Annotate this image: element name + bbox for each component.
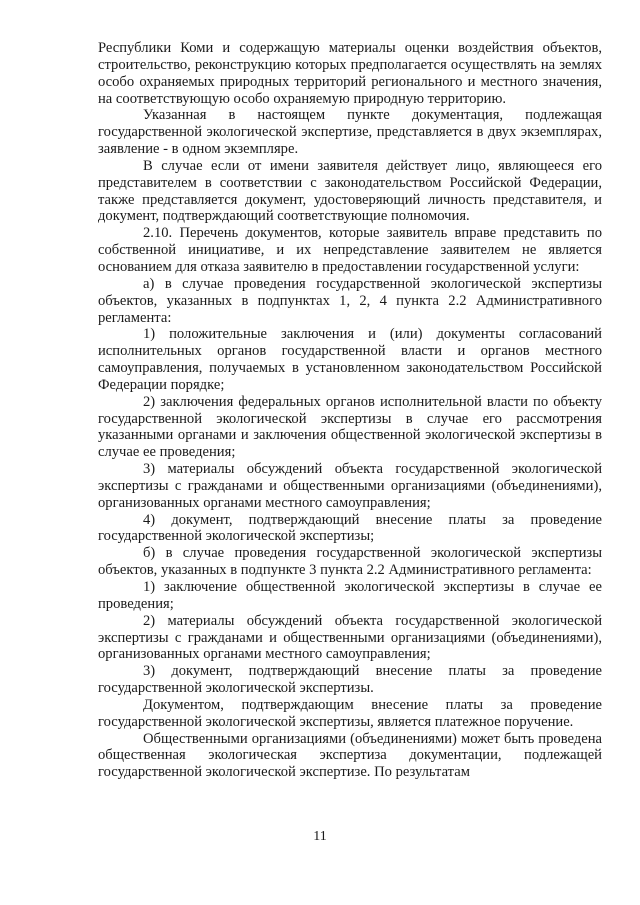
paragraph-12: 2) материалы обсуждений объекта государственной экологической экспертизы с гражданами и общественными организациями (объединениями), организованных органами местного самоуправления; — [98, 612, 602, 663]
paragraph-10: б) в случае проведения государственной экологической экспертизы объектов, указанных в подпункте 3 пункта 2.2 Административного регламента: — [98, 545, 602, 579]
paragraph-6: 1) положительные заключения и (или) документы согласований исполнительных органов государственной власти и органов местного самоуправления, получаемых в установленном законодательством Российской Федерации порядке; — [98, 326, 602, 393]
paragraph-15: Общественными организациями (объединениями) может быть проведена общественная экологическая экспертиза документации, подлежащей государственной экологической экспертизе. По результатам — [98, 730, 602, 781]
paragraph-1: Республики Коми и содержащую материалы оценки воздействия объектов, строительство, реконструкцию которых предполагается осуществлять на землях особо охраняемых природных территорий регионального и местного значения, на соответствующую особо охраняемую природную территорию. — [98, 40, 602, 107]
paragraph-8: 3) материалы обсуждений объекта государственной экологической экспертизы с гражданами и общественными организациями (объединениями), организованных органами местного самоуправления; — [98, 461, 602, 511]
paragraph-9: 4) документ, подтверждающий внесение платы за проведение государственной экологической экспертизы; — [98, 511, 602, 545]
paragraph-4: 2.10. Перечень документов, которые заявитель вправе представить по собственной инициативе, и их непредставление заявителем не является основанием для отказа заявителю в предоставлении государственной услуги: — [98, 225, 602, 275]
paragraph-3: В случае если от имени заявителя действует лицо, являющееся его представителем в соответствии с законодательством Российской Федерации, также представляется документ, удостоверяющий личность представителя, и документ, подтверждающий соответствующие полномочия. — [98, 157, 602, 225]
page-number: 11 — [313, 829, 327, 844]
paragraph-2: Указанная в настоящем пункте документация, подлежащая государственной экологической экспертизе, представляется в двух экземплярах, заявление - в одном экземпляре. — [98, 107, 602, 158]
paragraph-11: 1) заключение общественной экологической экспертизы в случае ее проведения; — [98, 579, 602, 612]
document-body — [98, 40, 602, 781]
paragraph-14: Документом, подтверждающим внесение платы за проведение государственной экологической экспертизы, является платежное поручение. — [98, 696, 602, 730]
paragraph-5: а) в случае проведения государственной экологической экспертизы объектов, указанных в подпунктах 1, 2, 4 пункта 2.2 Административного регламента: — [98, 275, 602, 326]
paragraph-7: 2) заключения федеральных органов исполнительной власти по объекту государственной экологической экспертизы в случае его рассмотрения указанными органами и заключения общественной экологической экспертизы в случае ее проведения; — [98, 393, 602, 461]
paragraph-13: 3) документ, подтверждающий внесение платы за проведение государственной экологической экспертизы. — [98, 663, 602, 697]
